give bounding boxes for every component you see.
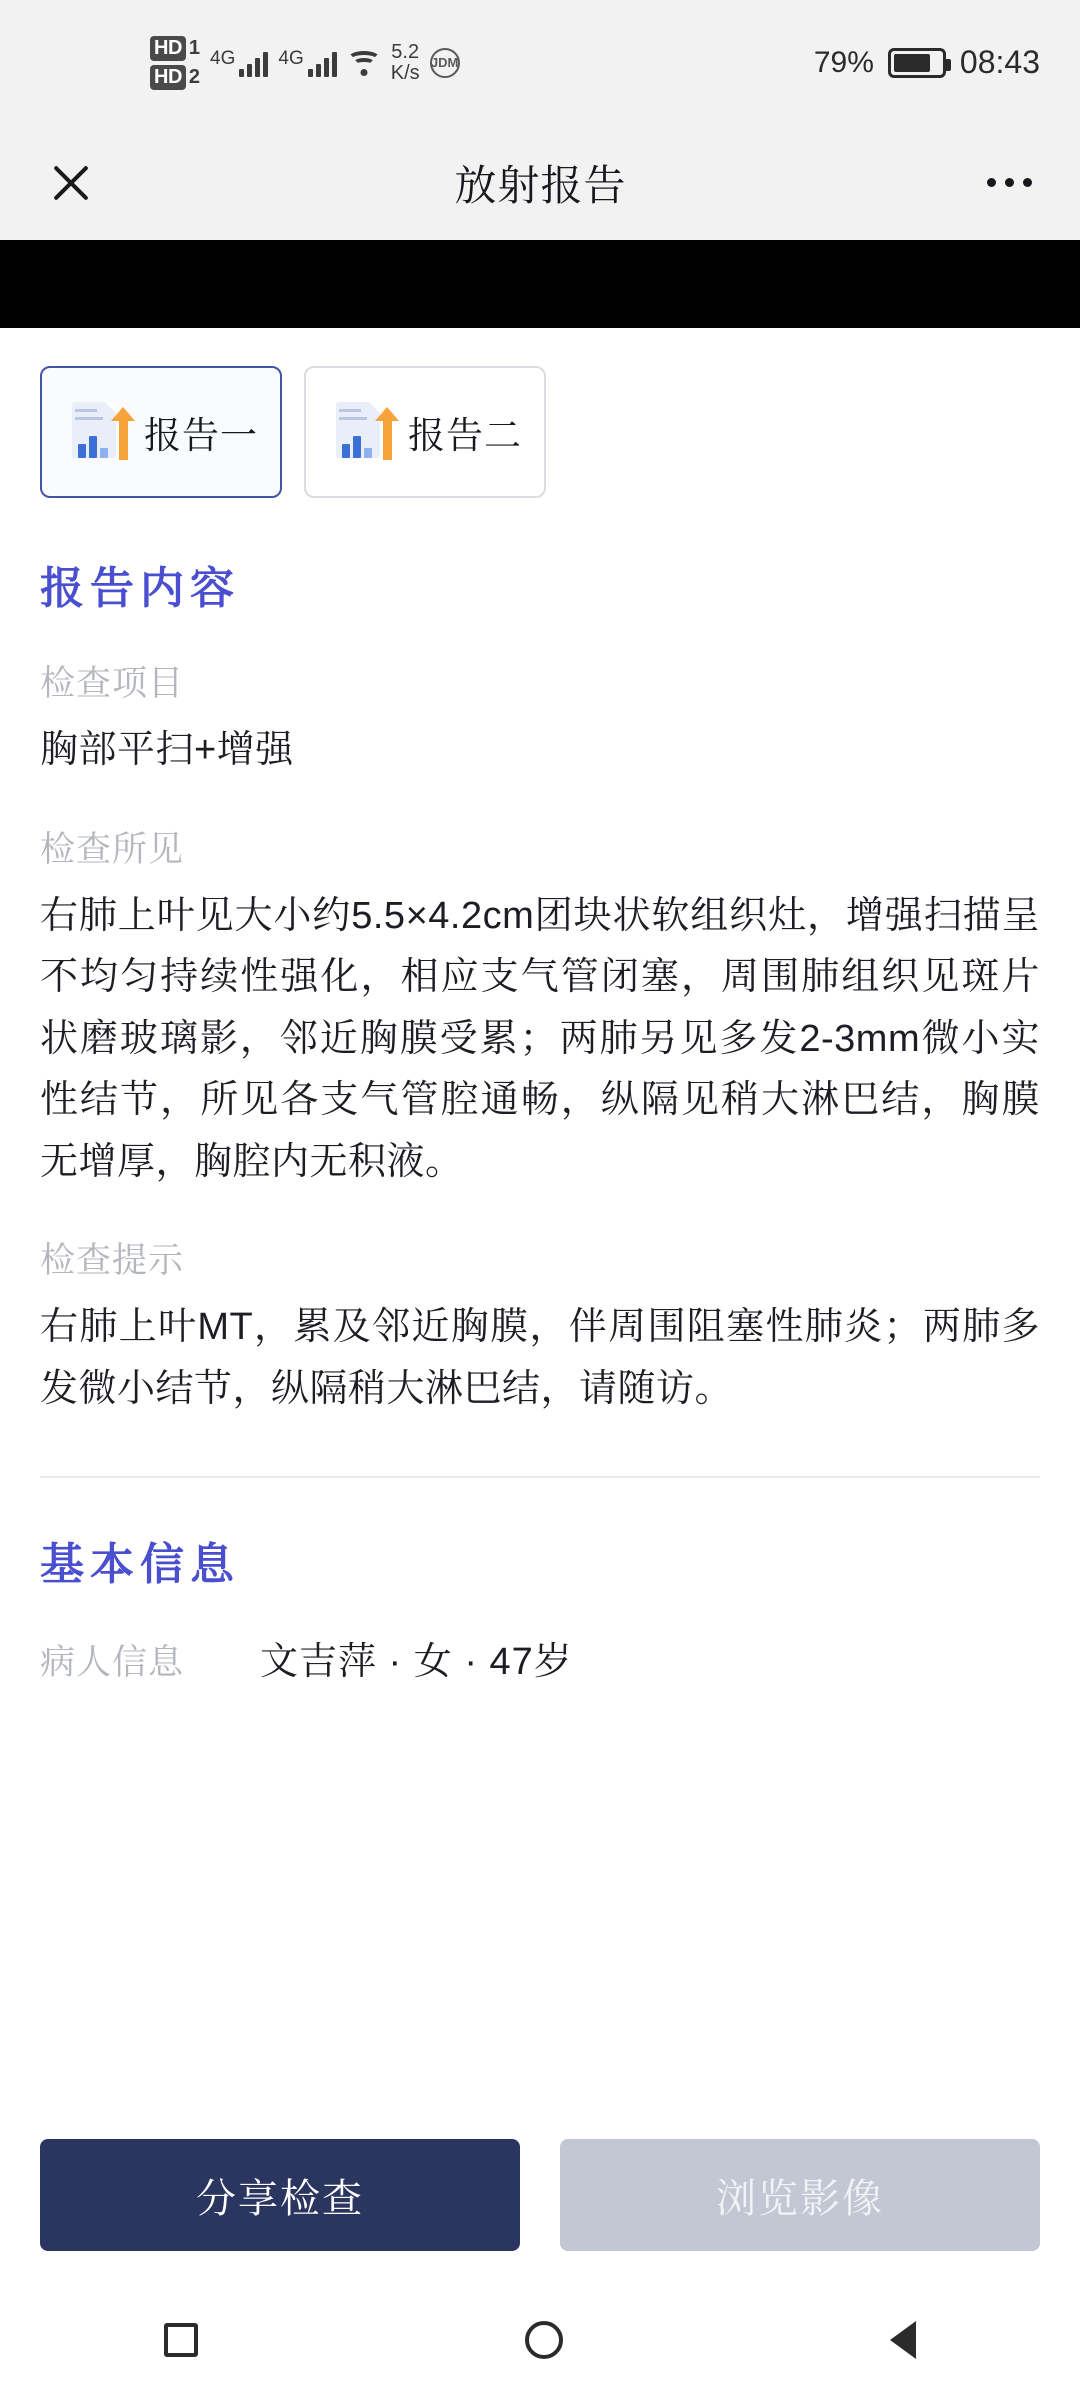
signal-bars-icon-1 — [239, 49, 268, 77]
report-content-scroll[interactable] — [0, 328, 1080, 2080]
field-value: 右肺上叶见大小约5.5×4.2cm团块状软组织灶，增强扫描呈不均匀持续性强化，相应支气管闭塞，周围肺组织见斑片状磨玻璃影，邻近胸膜受累；两肺另见多发2-3mm微小实性结节，所见各支气管腔通畅，纵隔见稍大淋巴结，胸膜无增厚，胸腔内无积液。 — [40, 894, 1040, 1183]
browse-images-button[interactable]: 浏览影像 — [560, 2139, 1040, 2251]
page-title: 放射报告 — [454, 161, 627, 209]
report-section-title: 报告内容 — [40, 564, 240, 613]
hd-badge-1: HD — [150, 36, 186, 61]
tab-report-two[interactable] — [304, 366, 546, 498]
sim-number-1: 1 — [188, 36, 201, 59]
more-options-icon[interactable] — [987, 178, 1032, 187]
report-chart-icon — [68, 400, 130, 464]
network-type-2: 4G — [278, 47, 304, 69]
status-bar-left — [150, 36, 460, 90]
status-bar — [0, 0, 1080, 125]
recent-apps-icon[interactable] — [164, 2323, 198, 2357]
home-icon[interactable] — [525, 2321, 563, 2359]
report-field-findings — [40, 822, 1040, 1194]
field-value: 胸部平扫+增强 — [40, 729, 294, 771]
tab-report-one-label: 报告一 — [144, 415, 258, 456]
wifi-icon — [347, 49, 381, 77]
tab-report-two-label: 报告二 — [408, 415, 522, 456]
network-type-1: 4G — [210, 47, 236, 69]
report-chart-icon — [332, 400, 394, 464]
report-field-impression — [40, 1233, 1040, 1420]
app-notification-icon: JDM — [430, 48, 460, 78]
signal-bars-icon-2 — [308, 49, 337, 77]
basic-info-key: 病人信息 — [40, 1643, 185, 1683]
sim-number-2: 2 — [188, 65, 201, 88]
top-black-strip — [0, 240, 1080, 328]
basic-info-section-title: 基本信息 — [40, 1540, 240, 1590]
report-tabs — [40, 328, 1040, 498]
basic-info-row — [40, 1630, 1040, 1685]
back-icon[interactable] — [890, 2321, 916, 2359]
status-clock: 08:43 — [959, 44, 1040, 80]
section-divider — [40, 1476, 1040, 1478]
close-icon[interactable] — [48, 160, 94, 206]
sim2-signal — [278, 49, 336, 77]
footer-action-bar — [0, 2110, 1080, 2280]
status-bar-right — [814, 44, 1040, 81]
field-label: 检查项目 — [40, 664, 185, 703]
dual-sim-indicators — [150, 36, 200, 90]
sim1-signal — [210, 49, 268, 77]
share-exam-button[interactable]: 分享检查 — [40, 2139, 520, 2251]
sim1-hd-indicator — [150, 36, 200, 61]
field-value: 右肺上叶MT，累及邻近胸膜，伴周围阻塞性肺炎；两肺多发微小结节，纵隔稍大淋巴结，请随访。 — [40, 1306, 1040, 1410]
title-bar — [0, 125, 1080, 240]
sim2-hd-indicator — [150, 65, 200, 90]
network-speed-unit: K/s — [390, 61, 420, 84]
battery-icon — [888, 48, 946, 78]
field-label: 检查所见 — [40, 829, 185, 869]
network-speed-value: 5.2 — [391, 40, 420, 63]
report-field-exam-item — [40, 656, 1040, 782]
system-navigation-bar — [0, 2280, 1080, 2400]
hd-badge-2: HD — [150, 65, 186, 90]
battery-percent: 79% — [813, 45, 874, 79]
tab-report-one[interactable] — [40, 366, 282, 498]
field-label: 检查提示 — [40, 1241, 185, 1281]
network-speed — [391, 42, 420, 84]
basic-info-value: 文吉萍 · 女 · 47岁 — [260, 1641, 573, 1684]
